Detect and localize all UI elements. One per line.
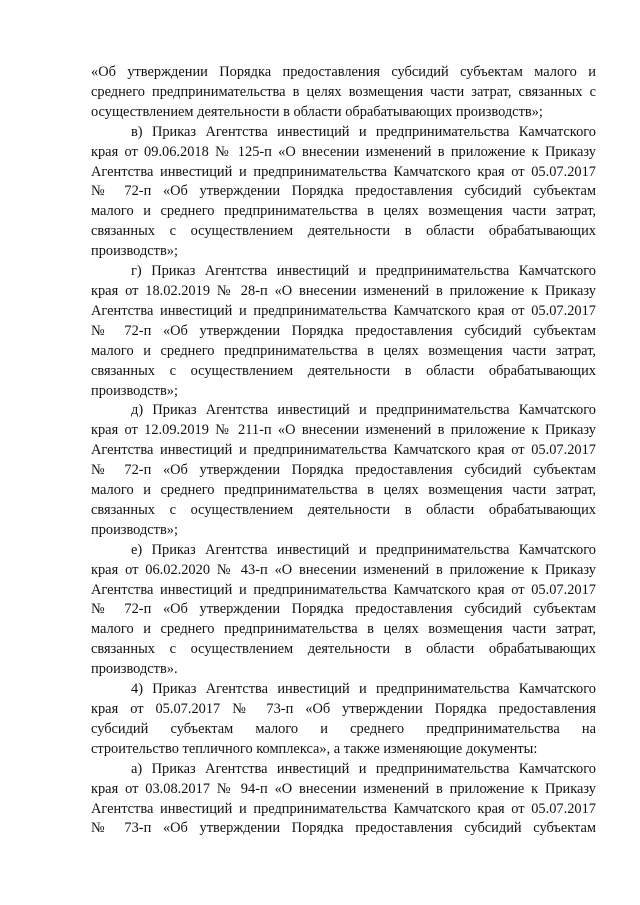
text-line: края от 05.07.2017 № 73-п «Об утверждении Порядка предоставления [91, 701, 596, 717]
text-line: среднего предпринимательства в целях возмещения части затрат, связанных с [91, 83, 596, 100]
text-line: субсидий субъектам малого и среднего предпринимательства на [91, 720, 596, 737]
text-line: края от 18.02.2019 № 28-п «О внесении изменений в приложение к Приказу [91, 282, 596, 299]
text-line: г) Приказ Агентства инвестиций и предпринимательства Камчатского [131, 263, 596, 280]
text-line: малого и среднего предпринимательства в целях возмещения части затрат, [91, 342, 596, 359]
document-page [91, 63, 596, 839]
text-line: е) Приказ Агентства инвестиций и предпринимательства Камчатского [131, 541, 596, 558]
text-line: № 72-п «Об утверждении Порядка предоставления субсидий субъектам [91, 601, 596, 618]
text-line: малого и среднего предпринимательства в целях возмещения части затрат, [91, 203, 596, 220]
text-line: № 72-п «Об утверждении Порядка предоставления субсидий субъектам [91, 322, 596, 339]
text-line: производств»; [91, 243, 178, 260]
text-line: связанных с осуществлением деятельности в области обрабатывающих [91, 641, 596, 658]
text-line: 4) Приказ Агентства инвестиций и предпринимательства Камчатского [131, 681, 596, 698]
text-line: малого и среднего предпринимательства в целях возмещения части затрат, [91, 621, 596, 638]
text-line: осуществлением деятельности в области обрабатывающих производств»; [91, 103, 543, 120]
text-line: края от 09.06.2018 № 125-п «О внесении изменений в приложение к Приказу [91, 143, 596, 160]
text-line: связанных с осуществлением деятельности в области обрабатывающих [91, 223, 596, 240]
text-line: № 72-п «Об утверждении Порядка предоставления субсидий субъектам [91, 462, 596, 479]
text-line: строительство тепличного комплекса», а также изменяющие документы: [91, 740, 538, 757]
text-line: края от 03.08.2017 № 94-п «О внесении изменений в приложение к Приказу [91, 780, 596, 797]
paragraph-intro-tail [91, 63, 596, 123]
text-line: Агентства инвестиций и предпринимательства Камчатского края от 05.07.2017 [91, 581, 596, 598]
paragraph-item-d [91, 401, 596, 540]
text-line: № 73-п «Об утверждении Порядка предоставления субсидий субъектам [91, 820, 596, 837]
text-line: Агентства инвестиций и предпринимательства Камчатского края от 05.07.2017 [91, 800, 596, 817]
paragraph-item-e [91, 541, 596, 680]
text-line: края от 12.09.2019 № 211-п «О внесении изменений в приложение к Приказу [91, 422, 596, 439]
text-line: производств». [91, 661, 178, 678]
text-line: Агентства инвестиций и предпринимательства Камчатского края от 05.07.2017 [91, 163, 596, 180]
text-line: малого и среднего предпринимательства в целях возмещения части затрат, [91, 482, 596, 499]
text-line: связанных с осуществлением деятельности в области обрабатывающих [91, 362, 596, 379]
text-line: Агентства инвестиций и предпринимательства Камчатского края от 05.07.2017 [91, 442, 596, 459]
text-line: Агентства инвестиций и предпринимательства Камчатского края от 05.07.2017 [91, 302, 596, 319]
text-line: производств»; [91, 521, 178, 538]
paragraph-item-g [91, 262, 596, 401]
text-line: д) Приказ Агентства инвестиций и предпринимательства Камчатского [131, 402, 596, 419]
text-line: в) Приказ Агентства инвестиций и предпринимательства Камчатского [131, 123, 596, 140]
text-line: производств»; [91, 382, 178, 399]
paragraph-item-4a [91, 760, 596, 840]
text-line: связанных с осуществлением деятельности в области обрабатывающих [91, 501, 596, 518]
paragraph-item-v [91, 123, 596, 262]
text-line: а) Приказ Агентства инвестиций и предпринимательства Камчатского [131, 760, 596, 777]
text-line: № 72-п «Об утверждении Порядка предоставления субсидий субъектам [91, 183, 596, 200]
text-line: «Об утверждении Порядка предоставления субсидий субъектам малого и [91, 64, 596, 80]
text-line: края от 06.02.2020 № 43-п «О внесении изменений в приложение к Приказу [91, 561, 596, 578]
paragraph-item-4 [91, 680, 596, 760]
